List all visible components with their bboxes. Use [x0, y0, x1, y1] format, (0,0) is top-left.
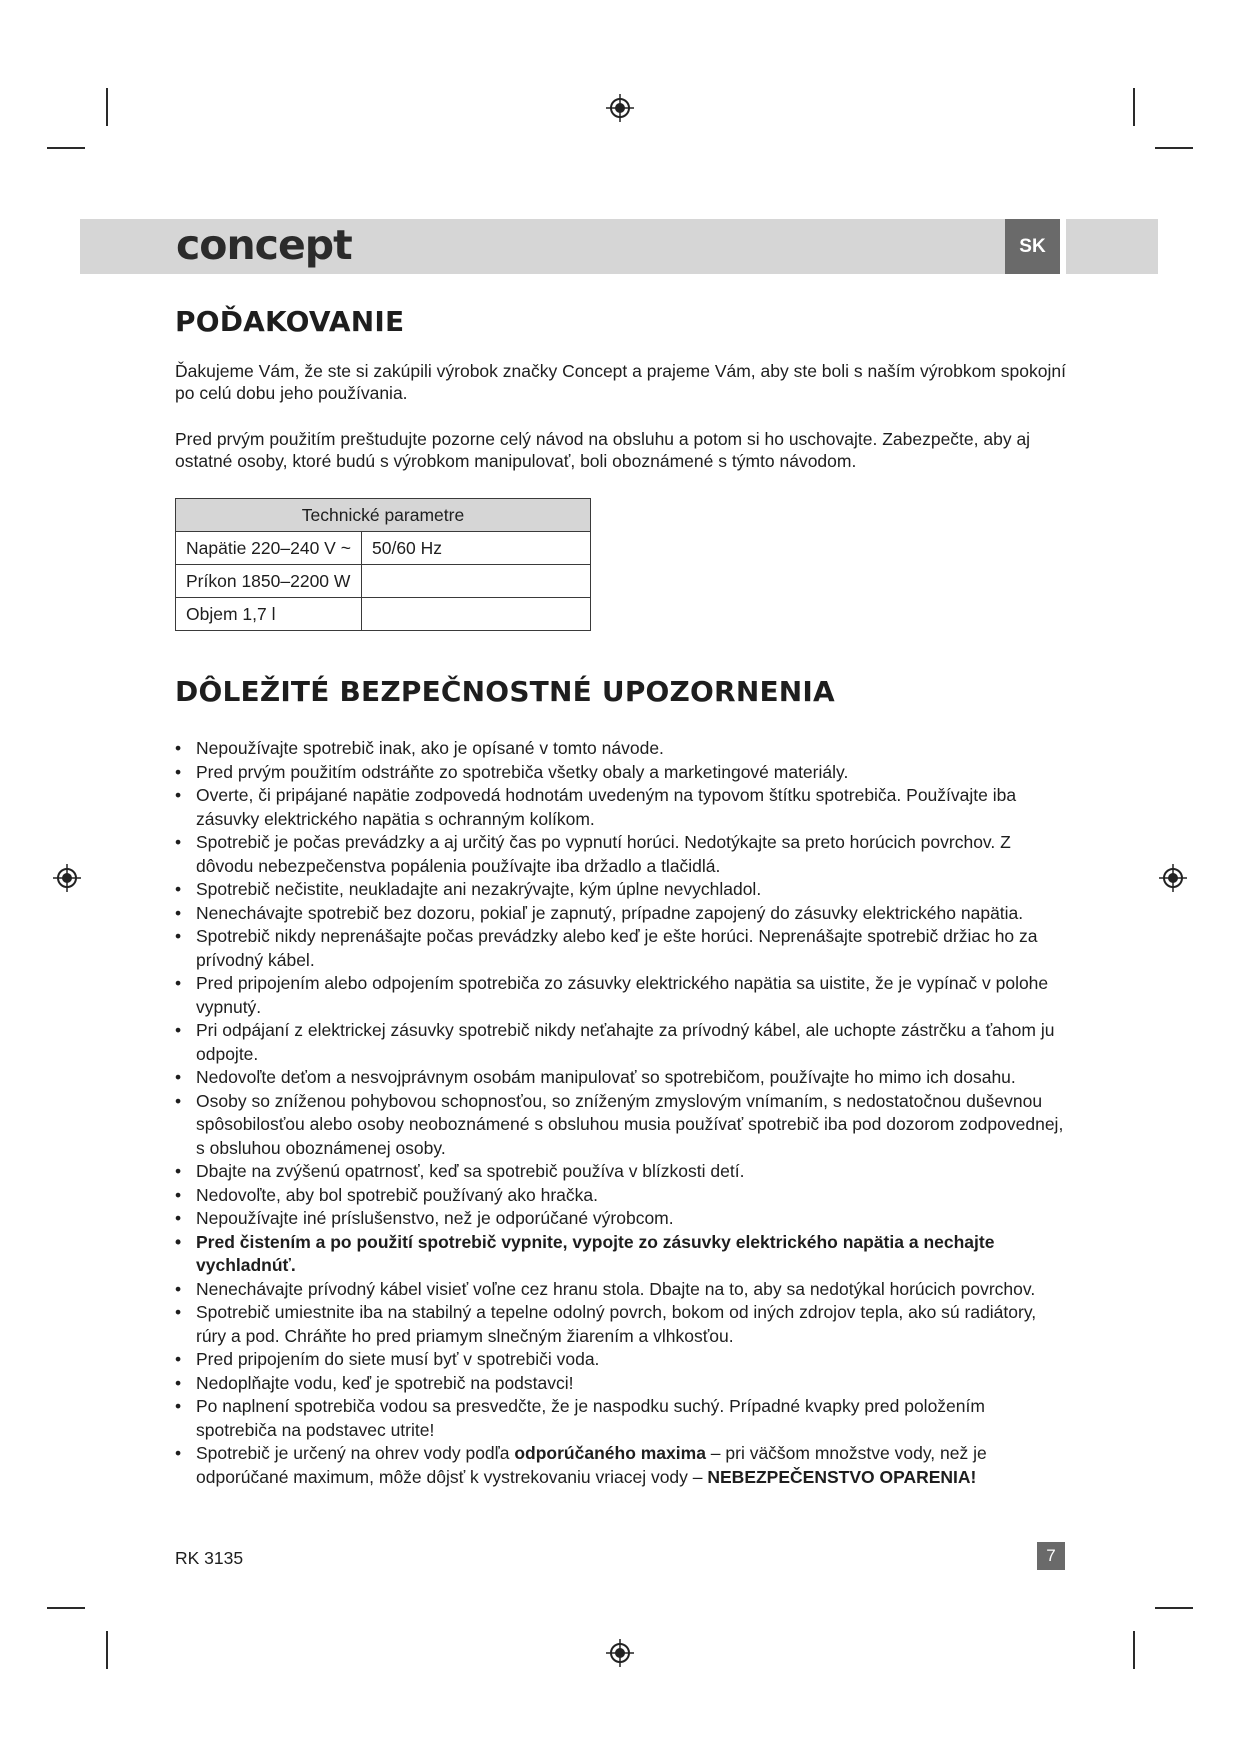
list-item: • Spotrebič umiestnite iba na stabilný a tepelne odolný povrch, bokom od iných zdrojov tepla, ako sú radiátory, rúry a pod. Chráňte ho pred priamym slnečným žiarením a vlhkosťou.: [175, 1301, 1065, 1348]
header-band-gap: [1060, 219, 1066, 274]
registration-mark-icon: [605, 1638, 635, 1668]
list-item: • Nedoplňajte vodu, keď je spotrebič na podstavci!: [175, 1372, 1065, 1396]
list-item: • Spotrebič nikdy neprenášajte počas prevádzky alebo keď je ešte horúci. Neprenášajte spotrebič držiac ho za prívodný kábel.: [175, 925, 1065, 972]
section-title-thanks: POĎAKOVANIE: [175, 305, 405, 338]
list-item: • Pri odpájaní z elektrickej zásuvky spotrebič nikdy neťahajte za prívodný kábel, ale uchopte zástrčku a ťahom ju odpojte.: [175, 1019, 1065, 1066]
table-row: [176, 598, 591, 631]
list-item: • Nepoužívajte spotrebič inak, ako je opísané v tomto návode.: [175, 737, 1065, 761]
list-item: • Nenechávajte prívodný kábel visieť voľne cez hranu stola. Dbajte na to, aby sa nedotýkal horúcich povrchov.: [175, 1278, 1065, 1302]
list-item: • Spotrebič nečistite, neukladajte ani nezakrývajte, kým úplne nevychladol.: [175, 878, 1065, 902]
list-item: • Pred pripojením alebo odpojením spotrebiča zo zásuvky elektrického napätia sa uistite, že je vypínač v polohe vypnutý.: [175, 972, 1065, 1019]
list-item: [175, 1442, 1065, 1489]
list-item: • Dbajte na zvýšenú opatrnosť, keď sa spotrebič používa v blízkosti detí.: [175, 1160, 1065, 1184]
list-item: • Overte, či pripájané napätie zodpovedá hodnotám uvedeným na typovom štítku spotrebiča. Používajte iba zásuvky elektrického napätia s ochranným kolíkom.: [175, 784, 1065, 831]
list-item: • Pred čistením a po použití spotrebič vypnite, vypojte zo zásuvky elektrického napätia a nechajte vychladnúť.: [175, 1231, 1065, 1278]
last-item-text: – pri väčšom množstve vody, než je odporúčané maximum, môže dôjsť k vystrekovaniu vriacej vody –: [196, 1443, 987, 1487]
crop-mark: [1155, 147, 1193, 149]
crop-mark: [47, 1607, 85, 1609]
brand-logo: concept: [176, 221, 352, 269]
table-row: [176, 532, 591, 565]
list-item: • Nedovoľte, aby bol spotrebič používaný ako hračka.: [175, 1184, 1065, 1208]
table-cell: 50/60 Hz: [362, 532, 591, 565]
list-item: • Pred prvým použitím odstráňte zo spotrebiča všetky obaly a marketingové materiály.: [175, 761, 1065, 785]
crop-mark: [1133, 88, 1135, 126]
list-item: • Pred pripojením do siete musí byť v spotrebiči voda.: [175, 1348, 1065, 1372]
safety-list: [175, 737, 1065, 1489]
list-item: • Nenechávajte spotrebič bez dozoru, pokiaľ je zapnutý, prípadne zapojený do zásuvky elektrického napätia.: [175, 902, 1065, 926]
list-item: • Osoby so zníženou pohybovou schopnosťou, so zníženým zmyslovým vnímaním, s nedostatočnou duševnou spôsobilosťou alebo osoby neoboznámené s obsluhou musia používať spotrebič iba pod dozorom zodpovednej, s obsluhou oboznámenej osoby.: [175, 1090, 1065, 1161]
registration-mark-icon: [1158, 863, 1188, 893]
registration-mark-icon: [605, 93, 635, 123]
table-cell: [362, 598, 591, 631]
list-item: • Nedovoľte deťom a nesvojprávnym osobám manipulovať so spotrebičom, používajte ho mimo ich dosahu.: [175, 1066, 1065, 1090]
tech-params-table: [175, 498, 591, 631]
crop-mark: [106, 88, 108, 126]
crop-mark: [47, 147, 85, 149]
crop-mark: [1155, 1607, 1193, 1609]
section-title-safety: DÔLEŽITÉ BEZPEČNOSTNÉ UPOZORNENIA: [175, 675, 835, 708]
table-cell: Napätie 220–240 V ~: [176, 532, 362, 565]
last-item-bold: odporúčaného maxima: [514, 1443, 706, 1463]
last-item-text: Spotrebič je určený na ohrev vody podľa: [196, 1443, 515, 1463]
table-cell: Príkon 1850–2200 W: [176, 565, 362, 598]
table-cell: Objem 1,7 l: [176, 598, 362, 631]
crop-mark: [106, 1631, 108, 1669]
page-number: 7: [1037, 1542, 1065, 1570]
thanks-paragraph: Ďakujeme Vám, že ste si zakúpili výrobok značky Concept a prajeme Vám, aby ste boli s naším výrobkom spokojní po celú dobu jeho používania.: [175, 361, 1066, 403]
table-row: [176, 565, 591, 598]
list-item: • Nepoužívajte iné príslušenstvo, než je odporúčané výrobcom.: [175, 1207, 1065, 1231]
instructions-paragraph: Pred prvým použitím preštudujte pozorne celý návod na obsluhu a potom si ho uschovajte. Zabezpečte, aby aj ostatné osoby, ktoré budú s výrobkom manipulovať, boli oboznámené s týmto návodom.: [175, 429, 1031, 471]
model-number: RK 3135: [175, 1548, 244, 1568]
table-header: Technické parametre: [176, 499, 591, 532]
table-cell: [362, 565, 591, 598]
crop-mark: [1133, 1631, 1135, 1669]
registration-mark-icon: [52, 863, 82, 893]
last-item-warning: NEBEZPEČENSTVO OPARENIA!: [707, 1466, 977, 1487]
list-item: • Spotrebič je počas prevádzky a aj určitý čas po vypnutí horúci. Nedotýkajte sa preto horúcich povrchov. Z dôvodu nebezpečenstva popálenia používajte iba držadlo a tlačidlá.: [175, 831, 1065, 878]
list-item: • Po naplnení spotrebiča vodou sa presvedčte, že je naspodku suchý. Prípadné kvapky pred položením spotrebiča na podstavec utrite!: [175, 1395, 1065, 1442]
language-badge: SK: [1005, 219, 1060, 274]
